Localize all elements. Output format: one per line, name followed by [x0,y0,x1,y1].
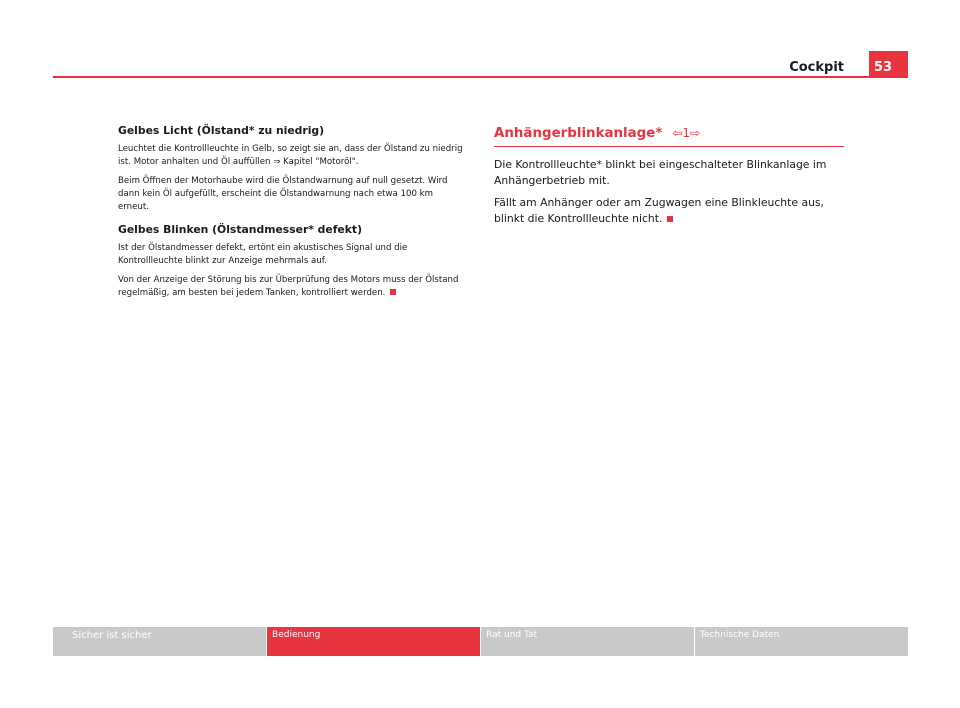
turn-signal-icon: ⇦1⇨ [672,126,701,140]
paragraph-check-oil [118,274,464,300]
heading-yellow-light: Gelbes Licht (Ölstand* zu niedrig) [118,124,325,137]
paragraph-trailer-blink: Die Kontrollleuchte* blinkt bei eingeschalteter Blinkanlage im Anhängerbetrieb mit. [494,158,827,187]
paragraph-hood-reset: Beim Öffnen der Motorhaube wird die Ölstandwarnung auf null gesetzt. Wird dann kein Öl aufgefüllt, erscheint die Ölstandwarnung nach etwa 100 km erneut. [118,176,448,212]
section-title: Cockpit [789,60,844,75]
heading-yellow-blinking: Gelbes Blinken (Ölstandmesser* defekt) [118,223,363,236]
left-column [118,124,464,306]
heading-trailer-indicator [494,126,844,147]
footer-nav [53,627,908,656]
right-column [494,126,844,233]
paragraph-sensor-defect: Ist der Ölstandmesser defekt, ertönt ein akustisches Signal und die Kontrollleuchte blinkt zur Anzeige mehrmals auf. [118,243,408,266]
tab-rat-und-tat[interactable]: Rat und Tat [481,627,694,656]
section-end-icon [390,289,396,295]
paragraph-low-oil: Leuchtet die Kontrollleuchte in Gelb, so zeigt sie an, dass der Ölstand zu niedrig ist. Motor anhalten und Öl auffüllen ⇒ Kapitel "Motoröl". [118,144,463,167]
page-number: 53 [869,51,908,78]
tab-sicher-ist-sicher[interactable]: Sicher ist sicher [53,627,266,656]
paragraph-trailer-failure-text: Fällt am Anhänger oder am Zugwagen eine Blinkleuchte aus, blinkt die Kontrollleuchte nicht. [494,196,824,225]
heading-trailer-indicator-text: Anhängerblinkanlage* [494,126,663,141]
header-rule [53,76,908,78]
paragraph-check-oil-text: Von der Anzeige der Störung bis zur Überprüfung des Motors muss der Ölstand regelmäßig, am besten bei jedem Tanken, kontrolliert werden. [118,275,459,298]
tab-technische-daten[interactable]: Technische Daten [695,627,908,656]
paragraph-trailer-failure [494,195,844,227]
tab-bedienung[interactable]: Bedienung [267,627,480,656]
section-end-icon [667,216,673,222]
